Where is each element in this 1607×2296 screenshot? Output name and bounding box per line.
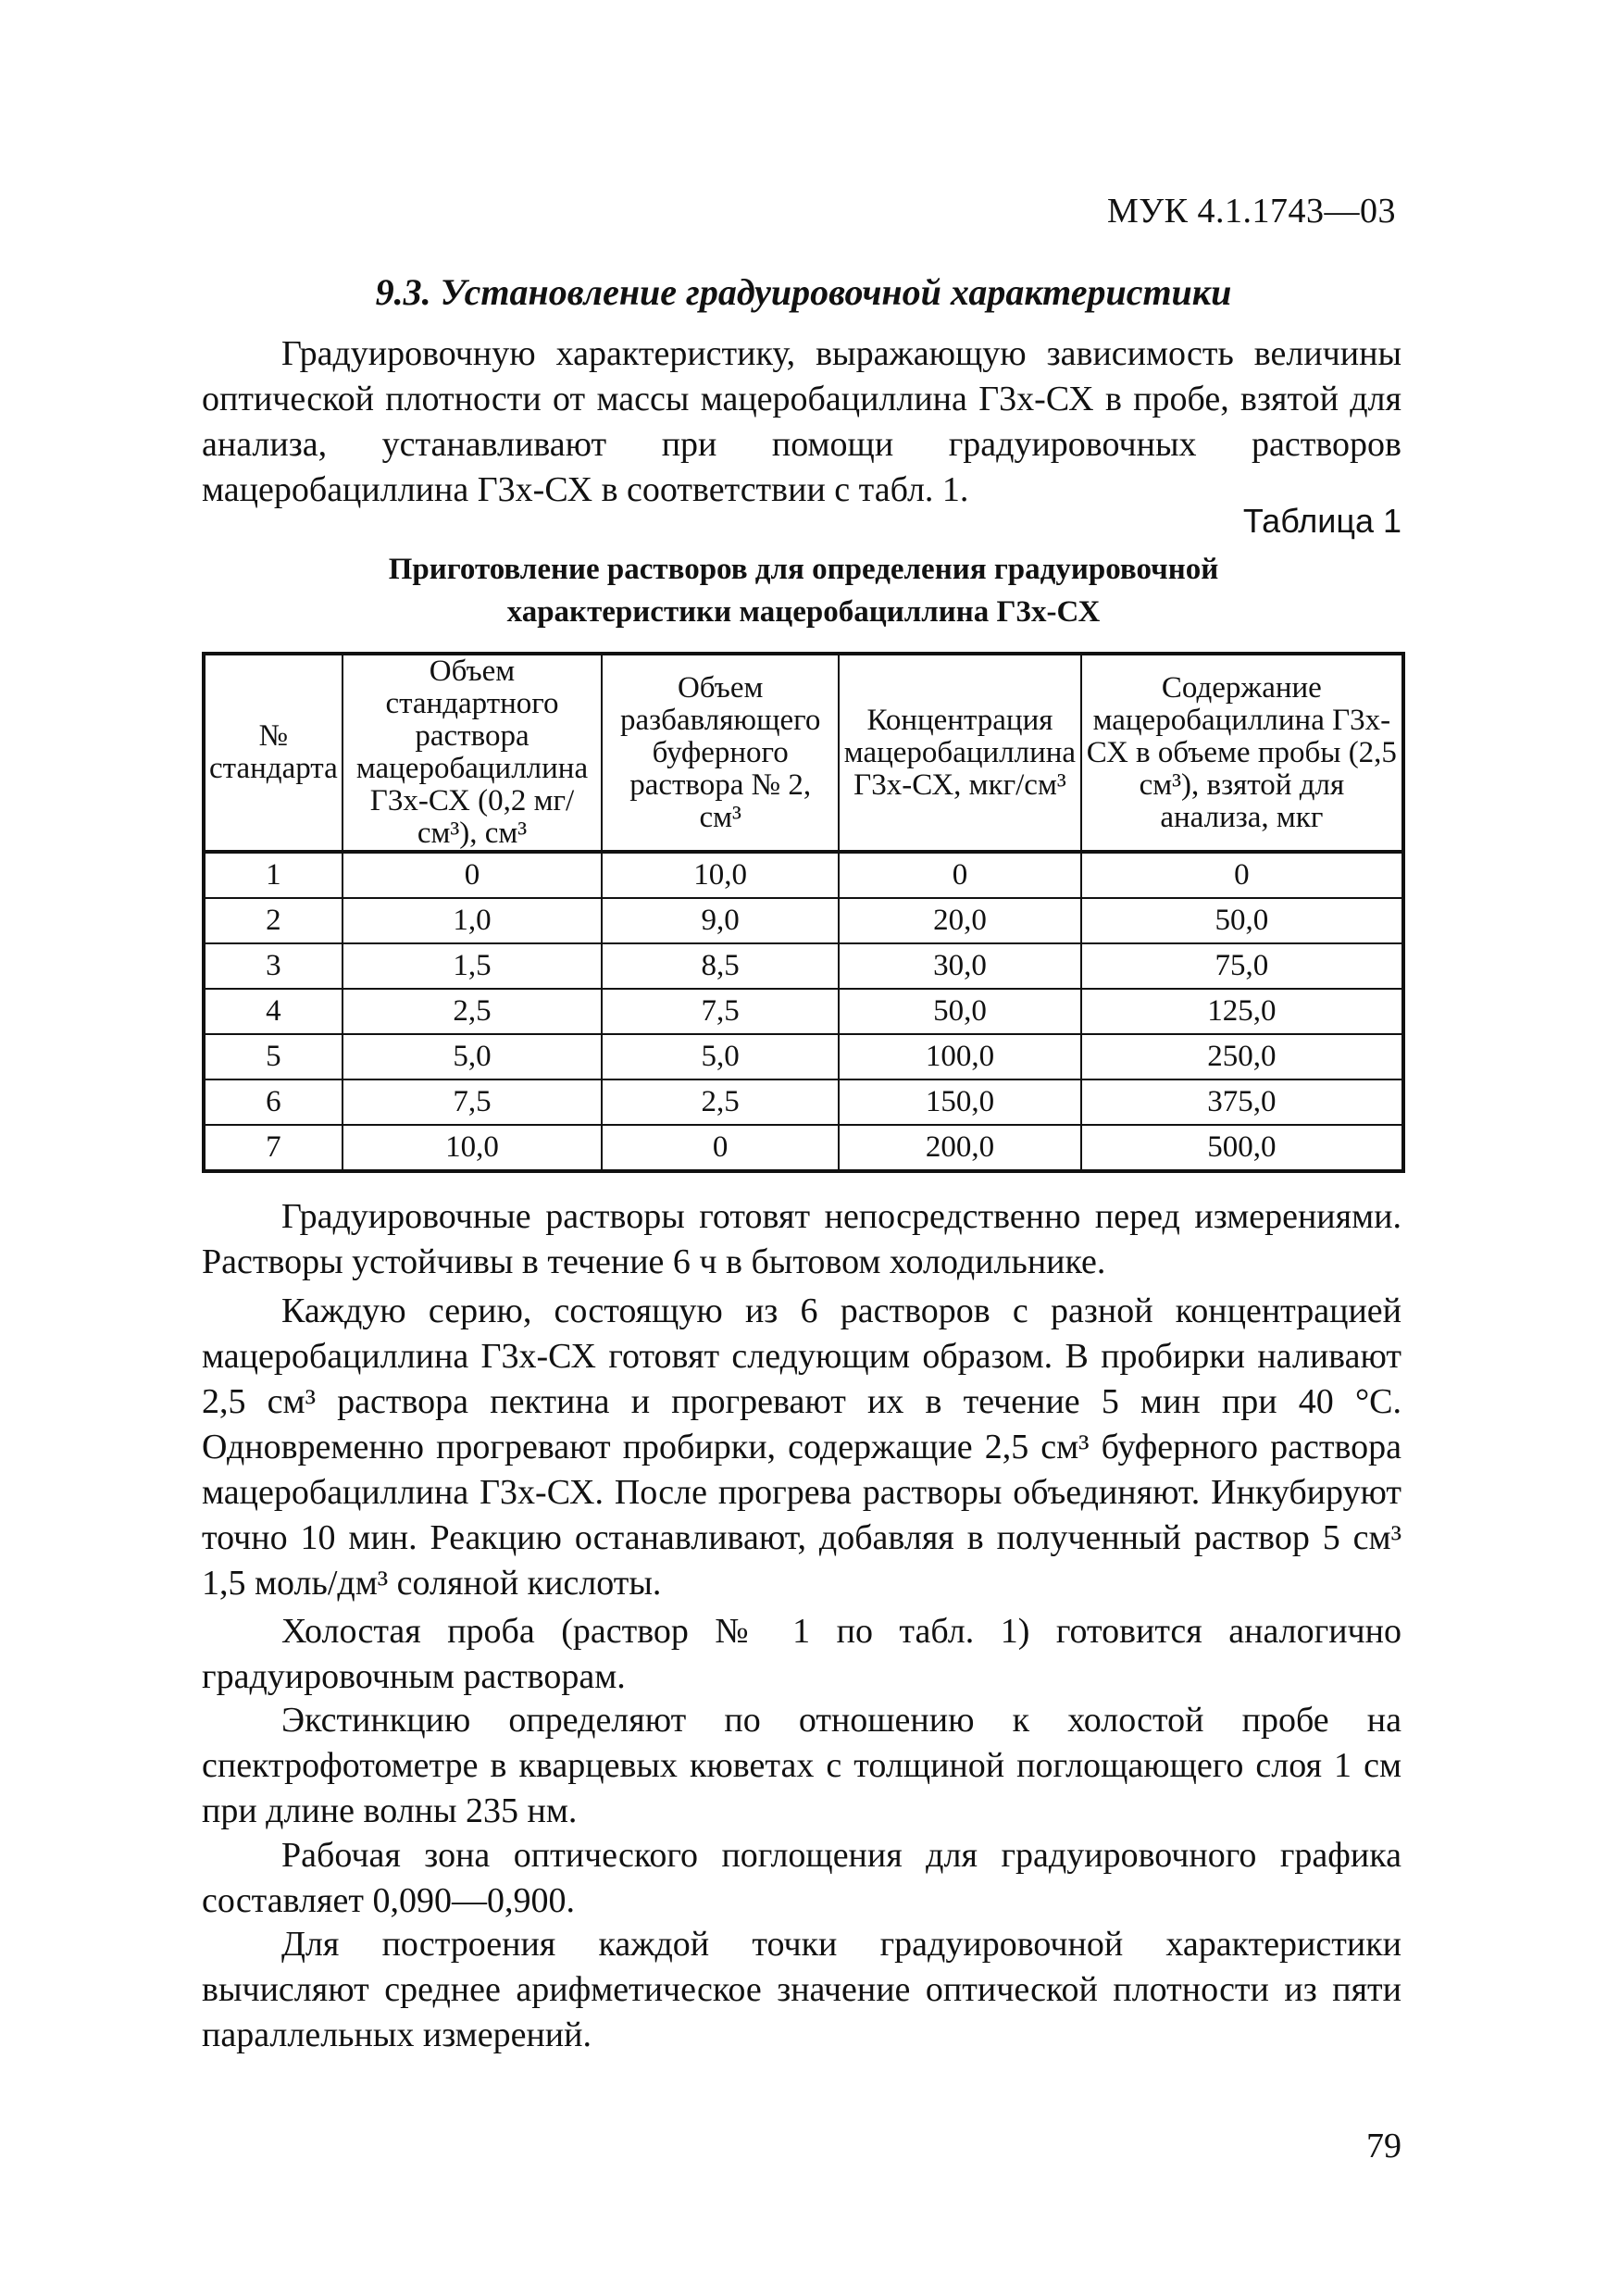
table-row (204, 1079, 1403, 1125)
table-cell: 0 (1081, 852, 1403, 898)
table-cell: 1,0 (343, 898, 602, 943)
column-header: Объем разбавляющего буферного раствора № 2, см³ (602, 654, 839, 852)
section-title: 9.3. Установление градуировочной характеристики (375, 271, 1232, 313)
table-cell: 2,5 (602, 1079, 839, 1125)
table-caption (0, 548, 1607, 633)
table-cell: 9,0 (602, 898, 839, 943)
table-row (204, 898, 1403, 943)
table-cell: 375,0 (1081, 1079, 1403, 1125)
table-cell: 10,0 (602, 852, 839, 898)
table-cell: 2 (204, 898, 343, 943)
table-cell: 7,5 (602, 989, 839, 1034)
table-cell: 6 (204, 1079, 343, 1125)
body-paragraph: Холостая проба (раствор № 1 по табл. 1) готовится аналогично градуировочным растворам. (202, 1612, 1401, 1696)
intro-paragraph: Градуировочную характеристику, выражающую зависимость величины оптической плотности от массы мацеробациллина Г3х-СХ в пробе, взятой для анализа, устанавливают при помощи градуировочных растворов мацеробациллина Г3х-СХ в соответствии с табл. 1. (202, 334, 1401, 509)
body-paragraph: Экстинкцию определяют по отношению к холостой пробе на спектрофотометре в кварцевых кюветах с толщиной поглощающего слоя 1 см при длине волны 235 нм. (202, 1701, 1401, 1830)
calibration-table (202, 652, 1405, 1173)
table-cell: 0 (343, 852, 602, 898)
table-label: Таблица 1 (1242, 502, 1401, 540)
table-cell: 3 (204, 943, 343, 989)
column-header: № стандарта (204, 654, 343, 852)
table-cell: 75,0 (1081, 943, 1403, 989)
table-cell: 7,5 (343, 1079, 602, 1125)
column-header: Содержание мацеробациллина Г3х-СХ в объеме пробы (2,5 см³), взятой для анализа, мкг (1081, 654, 1403, 852)
column-header: Объем стандартного раствора мацеробациллина Г3х-СХ (0,2 мг/см³), см³ (343, 654, 602, 852)
table-cell: 125,0 (1081, 989, 1403, 1034)
table-cell: 1,5 (343, 943, 602, 989)
body-paragraph: Рабочая зона оптического поглощения для градуировочного графика составляет 0,090—0,900. (202, 1836, 1401, 1920)
table-cell: 5,0 (343, 1034, 602, 1079)
table-cell: 100,0 (839, 1034, 1081, 1079)
table-cell: 500,0 (1081, 1125, 1403, 1171)
table-cell: 150,0 (839, 1079, 1081, 1125)
table-cell: 2,5 (343, 989, 602, 1034)
table-cell: 250,0 (1081, 1034, 1403, 1079)
table-cell: 1 (204, 852, 343, 898)
column-header: Концентрация мацеробациллина Г3х-СХ, мкг/см³ (839, 654, 1081, 852)
table-cell: 30,0 (839, 943, 1081, 989)
table-row (204, 989, 1403, 1034)
page-number: 79 (1366, 2127, 1401, 2165)
body-paragraph: Градуировочные растворы готовят непосредственно перед измерениями. Растворы устойчивы в течение 6 ч в бытовом холодильнике. (202, 1197, 1401, 1281)
table-row (204, 1125, 1403, 1171)
table-cell: 20,0 (839, 898, 1081, 943)
table-cell: 5 (204, 1034, 343, 1079)
table-cell: 200,0 (839, 1125, 1081, 1171)
table-cell: 50,0 (1081, 898, 1403, 943)
table-cell: 5,0 (602, 1034, 839, 1079)
table-row (204, 1034, 1403, 1079)
table-caption-line: характеристики мацеробациллина Г3х-СХ (506, 595, 1101, 629)
table-cell: 4 (204, 989, 343, 1034)
table-caption-line: Приготовление растворов для определения градуировочной (388, 553, 1219, 586)
table-cell: 7 (204, 1125, 343, 1171)
body-paragraph: Для построения каждой точки градуировочной характеристики вычисляют среднее арифметическое значение оптической плотности из пяти параллельных измерений. (202, 1925, 1401, 2054)
table-cell: 0 (602, 1125, 839, 1171)
table-cell: 0 (839, 852, 1081, 898)
table-cell: 10,0 (343, 1125, 602, 1171)
table-row (204, 943, 1403, 989)
table-row (204, 852, 1403, 898)
table-header-row (204, 654, 1403, 852)
table-cell: 50,0 (839, 989, 1081, 1034)
document-code: МУК 4.1.1743—03 (1106, 192, 1396, 231)
body-paragraph: Каждую серию, состоящую из 6 растворов с разной концентрацией мацеробациллина Г3х-СХ готовят следующим образом. В пробирки наливают 2,5 см³ раствора пектина и прогревают их в течение 5 мин при 40 °С. Одновременно прогревают пробирки, содержащие 2,5 см³ буферного раствора мацеробациллина Г3х-СХ. После прогрева растворы объединяют. Инкубируют точно 10 мин. Реакцию останавливают, добавляя в полученный раствор 5 см³ 1,5 моль/дм³ соляной кислоты. (202, 1292, 1401, 1603)
table-cell: 8,5 (602, 943, 839, 989)
